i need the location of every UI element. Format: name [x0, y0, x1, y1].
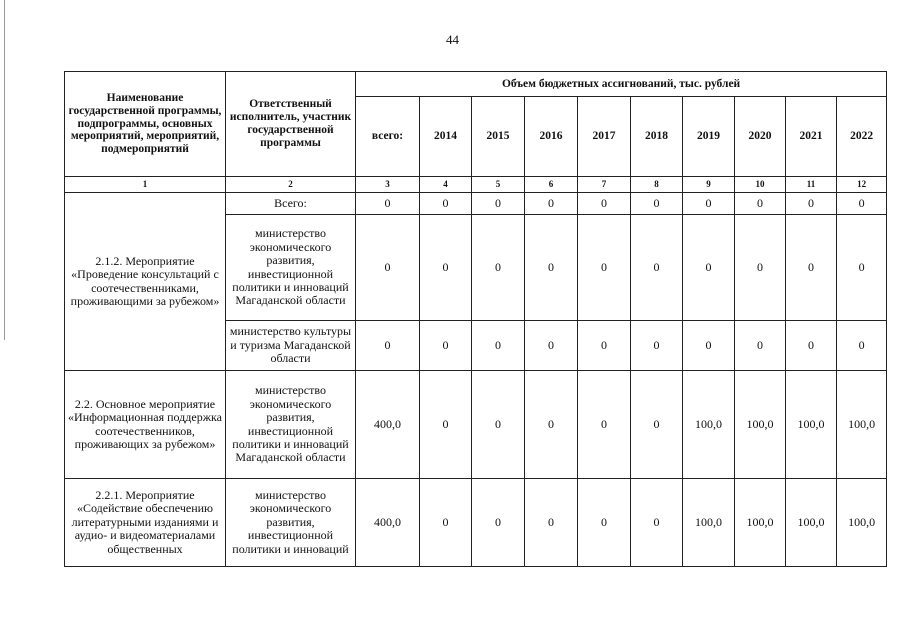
year-value: 0 [420, 371, 472, 479]
year-value: 0 [735, 321, 786, 371]
year-value: 100,0 [683, 371, 735, 479]
activity-name: 2.1.2. Мероприятие «Проведение консультаций с соотечественниками, проживающими за рубежом» [65, 193, 226, 371]
header-year: 2015 [472, 97, 525, 177]
year-value: 0 [735, 193, 786, 215]
column-number: 10 [735, 177, 786, 193]
column-number: 1 [65, 177, 226, 193]
year-value: 100,0 [837, 479, 887, 567]
header-year: 2018 [631, 97, 683, 177]
page-edge-line [4, 0, 5, 340]
year-value: 0 [420, 215, 472, 321]
column-number: 9 [683, 177, 735, 193]
year-value: 0 [525, 479, 578, 567]
activity-name: 2.2.1. Мероприятие «Содействие обеспечению литературными изданиями и аудио- и видеоматериалами общественных [65, 479, 226, 567]
year-value: 0 [578, 479, 631, 567]
year-value: 100,0 [837, 371, 887, 479]
year-value: 0 [472, 215, 525, 321]
activity-name: 2.2. Основное мероприятие «Информационная поддержка соотечественников, проживающих за рубежом» [65, 371, 226, 479]
column-number: 7 [578, 177, 631, 193]
year-value: 0 [472, 321, 525, 371]
column-number: 8 [631, 177, 683, 193]
year-value: 0 [578, 321, 631, 371]
header-name-column: Наименование государственной программы, подпрограммы, основных мероприятий, мероприятий, подмероприятий [65, 72, 226, 177]
year-value: 0 [578, 193, 631, 215]
year-value: 0 [786, 193, 837, 215]
year-value: 0 [786, 215, 837, 321]
total-value: 0 [356, 193, 420, 215]
responsible-executor: министерство культуры и туризма Магаданской области [226, 321, 356, 371]
column-number: 11 [786, 177, 837, 193]
responsible-executor: министерство экономического развития, инвестиционной политики и инноваций [226, 479, 356, 567]
header-responsible-column: Ответственный исполнитель, участник государственной программы [226, 72, 356, 177]
total-value: 400,0 [356, 371, 420, 479]
year-value: 0 [837, 321, 887, 371]
total-value: 0 [356, 321, 420, 371]
year-value: 0 [525, 215, 578, 321]
column-number: 4 [420, 177, 472, 193]
header-year: 2014 [420, 97, 472, 177]
table-row [65, 479, 887, 567]
year-value: 0 [786, 321, 837, 371]
year-value: 100,0 [786, 371, 837, 479]
year-value: 0 [683, 193, 735, 215]
column-number: 6 [525, 177, 578, 193]
year-value: 0 [525, 193, 578, 215]
year-value: 0 [420, 193, 472, 215]
column-number: 2 [226, 177, 356, 193]
year-value: 0 [420, 479, 472, 567]
year-value: 0 [631, 215, 683, 321]
header-year: 2019 [683, 97, 735, 177]
table-row [65, 371, 887, 479]
year-value: 0 [472, 371, 525, 479]
page-number: 44 [446, 32, 459, 47]
year-value: 100,0 [735, 479, 786, 567]
header-year: 2021 [786, 97, 837, 177]
year-value: 0 [578, 215, 631, 321]
year-value: 0 [735, 215, 786, 321]
responsible-executor: Всего: [226, 193, 356, 215]
column-number-row [65, 177, 887, 193]
total-value: 400,0 [356, 479, 420, 567]
year-value: 100,0 [735, 371, 786, 479]
year-value: 0 [525, 371, 578, 479]
year-value: 0 [631, 321, 683, 371]
year-value: 0 [525, 321, 578, 371]
column-number: 3 [356, 177, 420, 193]
year-value: 0 [683, 215, 735, 321]
header-year: 2020 [735, 97, 786, 177]
header-budget-group: Объем бюджетных ассигнований, тыс. рублей [356, 72, 887, 97]
year-value: 0 [631, 479, 683, 567]
header-year: 2016 [525, 97, 578, 177]
year-value: 0 [578, 371, 631, 479]
year-value: 100,0 [786, 479, 837, 567]
column-number: 5 [472, 177, 525, 193]
responsible-executor: министерство экономического развития, инвестиционной политики и инноваций Магаданской области [226, 371, 356, 479]
year-value: 0 [472, 193, 525, 215]
year-value: 0 [472, 479, 525, 567]
total-value: 0 [356, 215, 420, 321]
table-row [65, 193, 887, 215]
year-value: 100,0 [683, 479, 735, 567]
year-value: 0 [837, 215, 887, 321]
year-value: 0 [420, 321, 472, 371]
responsible-executor: министерство экономического развития, инвестиционной политики и инноваций Магаданской области [226, 215, 356, 321]
budget-table [64, 71, 887, 567]
year-value: 0 [631, 371, 683, 479]
header-year: 2017 [578, 97, 631, 177]
header-year: 2022 [837, 97, 887, 177]
year-value: 0 [631, 193, 683, 215]
header-total: всего: [356, 97, 420, 177]
year-value: 0 [683, 321, 735, 371]
year-value: 0 [837, 193, 887, 215]
column-number: 12 [837, 177, 887, 193]
